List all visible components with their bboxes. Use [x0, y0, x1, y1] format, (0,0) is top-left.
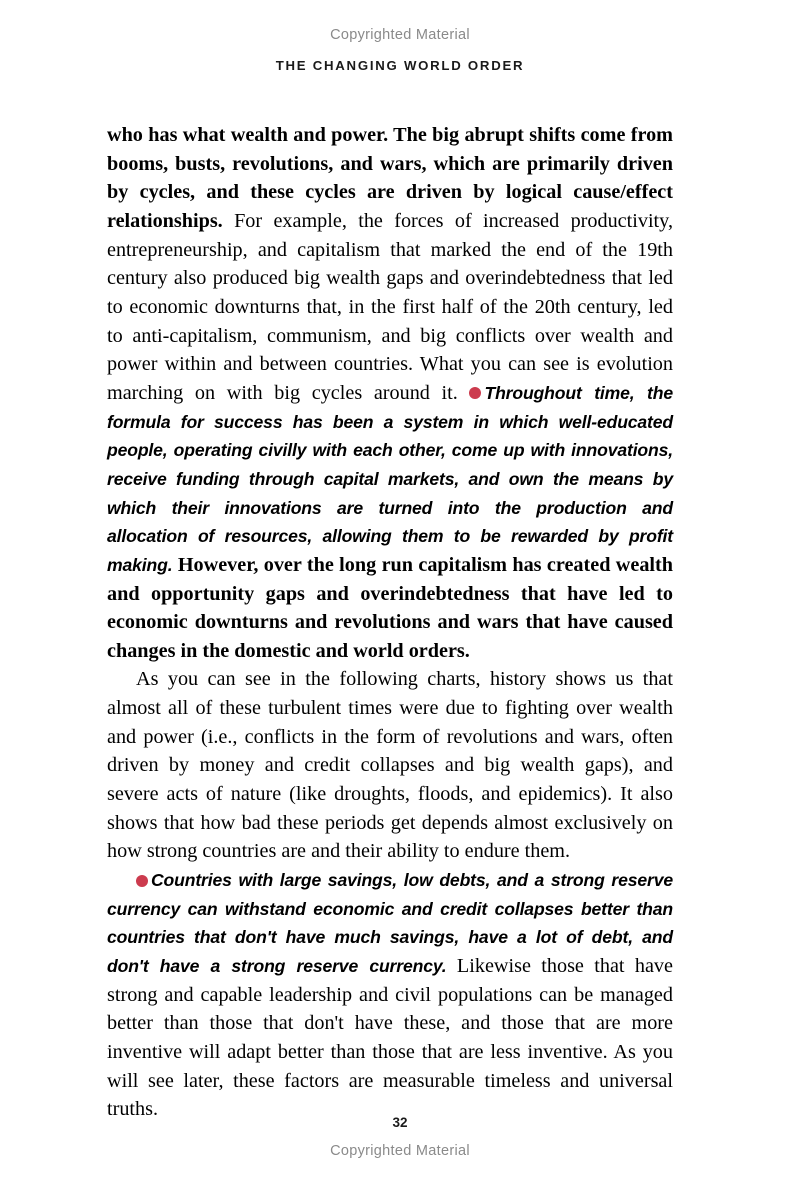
copyright-watermark-bottom: Copyrighted Material: [330, 1143, 470, 1159]
paragraph-one: [107, 121, 673, 665]
paragraph-two-text: As you can see in the following charts, history shows us that almost all of these turbulent times were due to fighting over wealth and power (i.e., conflicts in the form of revolutions and wars, often driven by money and credit collapses and big wealth gaps), and severe acts of nature (like droughts, floods, and epidemics). It also shows that how bad these periods get depends almost exclusively on how strong countries are and their ability to endure them.: [107, 668, 673, 863]
callout-one-text: Throughout time, the formula for success has been a system in which well-educated people, operating civilly with each other, come up with innovations, receive funding through capital markets, and own the means by which their innovations are turned into the production and allocation of resources, allowing them to be rewarded by profit making.: [107, 382, 673, 575]
red-bullet-icon: [136, 875, 148, 887]
running-head-title: THE CHANGING WORLD ORDER: [275, 58, 525, 73]
paragraph-one-regular-text: For example, the forces of increased productivity, entrepreneurship, and capitalism that marked the end of the 19th century also produced big wealth gaps and overindebtedness that led to economic downturns that, in the first half of the 20th century, led to anti-capitalism, communism, and big conflicts over wealth and power within and between countries. What you can see is evolution marching on with big cycles around it.: [107, 209, 673, 404]
paragraph-three: [107, 866, 673, 1124]
text-column: [107, 121, 673, 1124]
paragraph-two: [107, 665, 673, 866]
paragraph-three-regular-text: Likewise those that have strong and capable leadership and civil populations can be managed better than those that don't have these, and those that are more inventive will adapt better than those that are less inventive. As you will see later, these factors are measurable timeless and universal truths.: [107, 955, 673, 1121]
callout-two-text: Countries with large savings, low debts, and a strong reserve currency can withstand economic and credit collapses better than countries that don't have much savings, have a lot of debt, and don't have a strong reserve currency.: [107, 870, 673, 977]
paragraph-one-bold-lead: who has what wealth and power. The big abrupt shifts come from booms, busts, revolutions, and wars, which are primarily driven by cycles, and these cycles are driven by logical cause/effect relationships.: [107, 124, 673, 232]
page-number: 32: [392, 1115, 408, 1130]
red-bullet-icon: [469, 387, 481, 399]
copyright-watermark-top: Copyrighted Material: [330, 27, 470, 43]
paragraph-one-bold-tail: However, over the long run capitalism has created wealth and opportunity gaps and overindebtedness that have led to economic downturns and revolutions and wars that have caused changes in the domestic and world orders.: [107, 553, 673, 662]
